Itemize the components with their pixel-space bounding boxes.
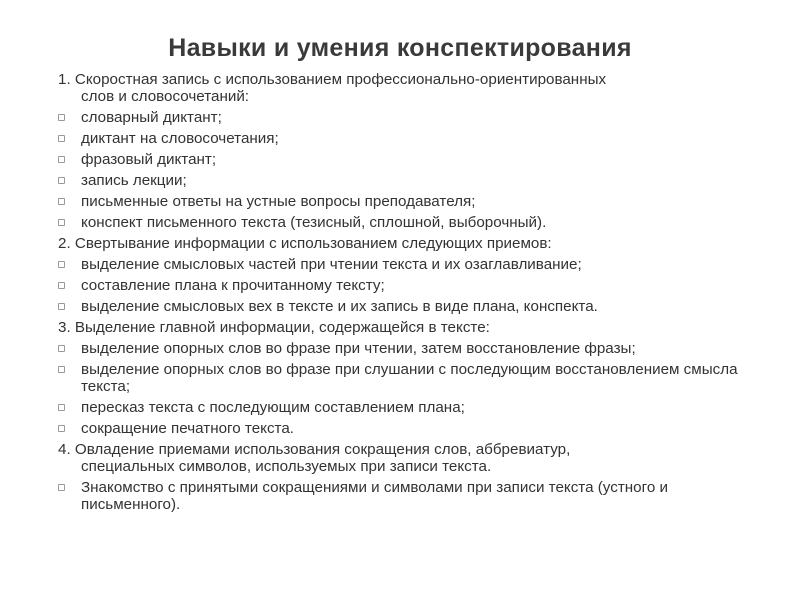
list-item — [58, 109, 748, 126]
list-item-text: составление плана к прочитанному тексту; — [81, 277, 385, 294]
list-item — [58, 172, 748, 189]
list-item-text: сокращение печатного текста. — [81, 420, 295, 437]
list-item — [58, 130, 748, 147]
bullet-icon — [58, 345, 65, 352]
list-item-text: выделение опорных слов во фразе при слушании с последующим восстановлением смысла текста; — [81, 361, 738, 395]
list-item — [58, 151, 748, 168]
list-item-text: письменные ответы на устные вопросы преподавателя; — [81, 193, 476, 210]
list-item-text: Знакомство с принятыми сокращениями и символами при записи текста (устного и письменного). — [81, 479, 668, 513]
slide-title: Навыки и умения конспектирования — [168, 34, 632, 62]
bullet-icon — [58, 366, 65, 373]
list-item-text: диктант на словосочетания; — [81, 130, 279, 147]
list-item — [58, 399, 748, 416]
bullet-icon — [58, 303, 65, 310]
bullet-icon — [58, 425, 65, 432]
list-item-text: выделение опорных слов во фразе при чтении, затем восстановление фразы; — [81, 340, 636, 357]
list-item-text: выделение смысловых вех в тексте и их запись в виде плана, конспекта. — [81, 298, 598, 315]
numbered-item-3-line1: 3. Выделение главной информации, содержащейся в тексте: — [58, 319, 490, 336]
list-item — [58, 256, 748, 273]
list-item-text: конспект письменного текста (тезисный, сплошной, выборочный). — [81, 214, 547, 231]
list-item-text: словарный диктант; — [81, 109, 222, 126]
list-item-text: выделение смысловых частей при чтении текста и их озаглавливание; — [81, 256, 582, 273]
list-item-text: фразовый диктант; — [81, 151, 217, 168]
list-item — [58, 193, 748, 210]
numbered-item-2-line1: 2. Свертывание информации с использованием следующих приемов: — [58, 235, 552, 252]
bullet-icon — [58, 177, 65, 184]
numbered-item-4-line1: 4. Овладение приемами использования сокращения слов, аббревиатур, — [58, 441, 571, 458]
content-list — [58, 71, 748, 517]
numbered-item-2 — [58, 235, 748, 252]
bullet-icon — [58, 114, 65, 121]
bullet-icon — [58, 261, 65, 268]
bullet-icon — [58, 156, 65, 163]
numbered-item-1 — [58, 71, 748, 105]
bullet-icon — [58, 484, 65, 491]
numbered-item-4 — [58, 441, 748, 475]
numbered-item-3 — [58, 319, 748, 336]
list-item — [58, 298, 748, 315]
list-item-text: пересказ текста с последующим составлением плана; — [81, 399, 465, 416]
numbered-item-1-line2: слов и словосочетаний: — [81, 88, 250, 105]
list-item — [58, 479, 748, 513]
numbered-item-4-line2: специальных символов, используемых при записи текста. — [81, 458, 492, 475]
list-item — [58, 420, 748, 437]
list-item — [58, 340, 748, 357]
bullet-icon — [58, 404, 65, 411]
bullet-icon — [58, 135, 65, 142]
list-item — [58, 277, 748, 294]
bullet-icon — [58, 198, 65, 205]
list-item — [58, 361, 748, 395]
numbered-item-1-line1: 1. Скоростная запись с использованием профессионально-ориентированных — [58, 71, 607, 88]
bullet-icon — [58, 282, 65, 289]
list-item-text: запись лекции; — [81, 172, 187, 189]
list-item — [58, 214, 748, 231]
bullet-icon — [58, 219, 65, 226]
